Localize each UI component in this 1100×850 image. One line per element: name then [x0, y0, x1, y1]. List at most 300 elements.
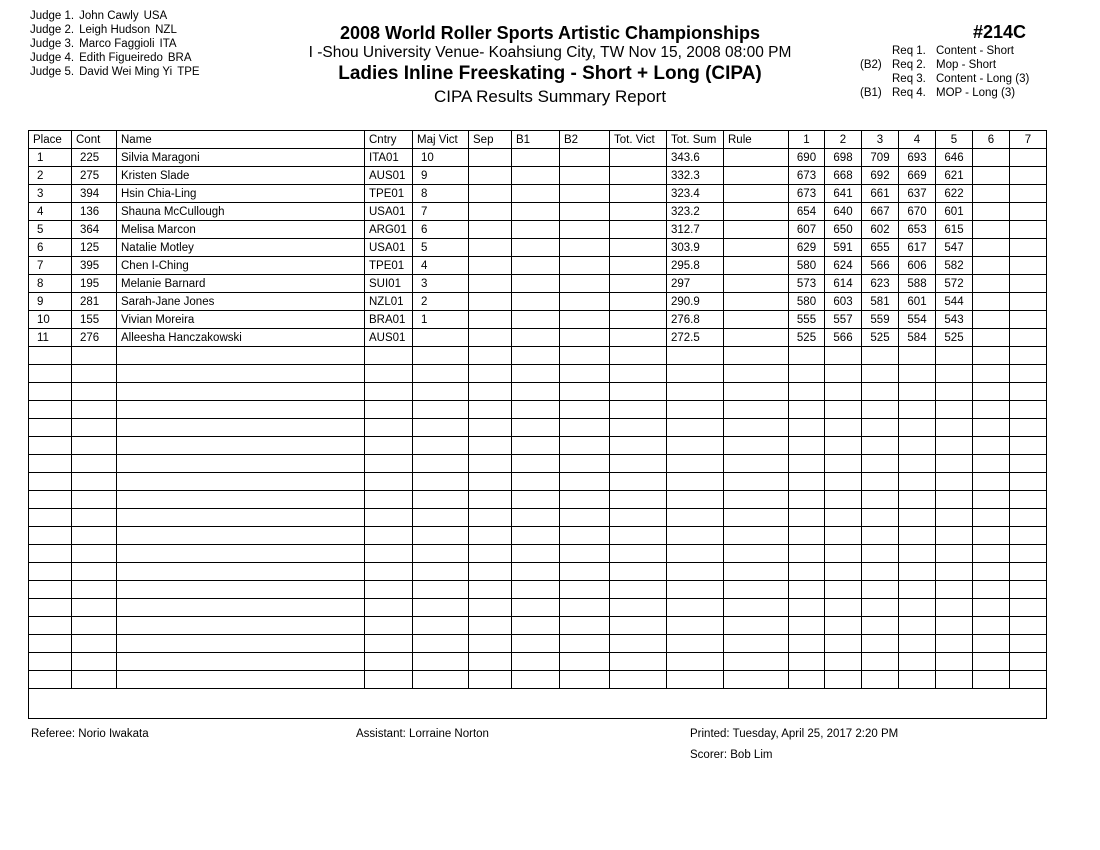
table-cell: [512, 581, 560, 599]
table-cell: [365, 401, 413, 419]
table-cell: [936, 617, 973, 635]
table-cell: [610, 437, 667, 455]
column-header: Maj Vict: [413, 131, 469, 149]
table-cell: [936, 527, 973, 545]
table-cell: [413, 419, 469, 437]
table-cell: 5: [29, 221, 72, 239]
table-cell: [936, 635, 973, 653]
table-cell: [560, 491, 610, 509]
table-cell: [413, 473, 469, 491]
table-cell: [789, 419, 825, 437]
table-cell: [936, 599, 973, 617]
table-cell: [469, 671, 512, 689]
results-table: [28, 130, 1047, 689]
table-cell: [789, 635, 825, 653]
table-cell: [1010, 275, 1047, 293]
judge-name: John Cawly: [79, 10, 139, 22]
table-cell: [610, 185, 667, 203]
table-row: [29, 509, 1047, 527]
table-cell: 6: [29, 239, 72, 257]
table-row: [29, 383, 1047, 401]
column-header: Tot. Sum: [667, 131, 724, 149]
table-cell: [365, 563, 413, 581]
table-cell: [667, 473, 724, 491]
table-cell: NZL01: [365, 293, 413, 311]
table-cell: 297: [667, 275, 724, 293]
table-cell: ARG01: [365, 221, 413, 239]
table-cell: [512, 239, 560, 257]
table-row: [29, 653, 1047, 671]
judge-name: Edith Figueiredo: [79, 52, 163, 64]
table-cell: [825, 653, 862, 671]
table-cell: [899, 347, 936, 365]
requirement-number: Req 1.: [892, 45, 926, 57]
table-cell: [512, 455, 560, 473]
table-cell: [825, 419, 862, 437]
event-number: #214C: [972, 22, 1026, 42]
table-cell: 225: [72, 149, 117, 167]
table-cell: 637: [899, 185, 936, 203]
table-cell: [512, 419, 560, 437]
table-cell: 195: [72, 275, 117, 293]
table-cell: [610, 347, 667, 365]
table-cell: [789, 617, 825, 635]
table-cell: [899, 545, 936, 563]
requirements-list: [860, 44, 1029, 100]
table-cell: [413, 599, 469, 617]
judge-country: BRA: [167, 52, 192, 64]
table-cell: [560, 329, 610, 347]
table-cell: [973, 275, 1010, 293]
table-row: [29, 491, 1047, 509]
table-cell: [512, 275, 560, 293]
column-header: Tot. Vict: [610, 131, 667, 149]
table-cell: [29, 509, 72, 527]
table-row: [29, 347, 1047, 365]
table-row: [29, 203, 1047, 221]
table-cell: Melanie Barnard: [117, 275, 365, 293]
table-cell: [724, 311, 789, 329]
table-cell: [413, 653, 469, 671]
table-cell: [365, 347, 413, 365]
table-cell: [29, 473, 72, 491]
table-cell: [29, 581, 72, 599]
judges-list: [30, 9, 200, 79]
table-cell: 629: [789, 239, 825, 257]
table-cell: [469, 383, 512, 401]
table-cell: [1010, 167, 1047, 185]
table-cell: [117, 509, 365, 527]
table-cell: [899, 635, 936, 653]
table-row: [29, 563, 1047, 581]
table-cell: [973, 383, 1010, 401]
table-cell: [610, 257, 667, 275]
table-cell: SUI01: [365, 275, 413, 293]
table-cell: 343.6: [667, 149, 724, 167]
table-cell: [899, 455, 936, 473]
table-row: [29, 419, 1047, 437]
table-cell: [413, 617, 469, 635]
table-cell: 653: [899, 221, 936, 239]
table-cell: [117, 581, 365, 599]
table-cell: [862, 473, 899, 491]
table-cell: [560, 653, 610, 671]
table-cell: [973, 527, 1010, 545]
table-cell: [936, 671, 973, 689]
table-cell: [512, 401, 560, 419]
table-cell: [862, 545, 899, 563]
table-cell: [560, 437, 610, 455]
table-cell: [413, 365, 469, 383]
event-title: Ladies Inline Freeskating - Short + Long (CIPA): [338, 63, 762, 84]
table-cell: Natalie Motley: [117, 239, 365, 257]
table-cell: [117, 419, 365, 437]
table-cell: [724, 635, 789, 653]
table-cell: [1010, 455, 1047, 473]
table-cell: [825, 347, 862, 365]
table-cell: [724, 545, 789, 563]
table-cell: [365, 437, 413, 455]
table-cell: [117, 671, 365, 689]
table-cell: [825, 671, 862, 689]
table-cell: [1010, 365, 1047, 383]
table-cell: [610, 473, 667, 491]
table-cell: [936, 563, 973, 581]
table-cell: [469, 239, 512, 257]
table-cell: [469, 599, 512, 617]
table-cell: [117, 635, 365, 653]
table-cell: 272.5: [667, 329, 724, 347]
table-cell: 582: [936, 257, 973, 275]
table-cell: [862, 437, 899, 455]
table-cell: 3: [29, 185, 72, 203]
table-cell: 4: [413, 257, 469, 275]
table-cell: [667, 383, 724, 401]
table-cell: [973, 509, 1010, 527]
table-cell: [469, 635, 512, 653]
table-cell: [365, 473, 413, 491]
table-cell: [610, 203, 667, 221]
table-cell: [413, 455, 469, 473]
table-cell: [365, 365, 413, 383]
table-cell: [1010, 401, 1047, 419]
table-cell: [973, 599, 1010, 617]
table-cell: [413, 401, 469, 419]
table-cell: [1010, 545, 1047, 563]
table-cell: 614: [825, 275, 862, 293]
table-cell: 670: [899, 203, 936, 221]
table-cell: [936, 401, 973, 419]
table-cell: [560, 257, 610, 275]
table-cell: [610, 221, 667, 239]
table-cell: 601: [899, 293, 936, 311]
table-cell: [512, 671, 560, 689]
table-cell: [469, 311, 512, 329]
table-cell: [724, 365, 789, 383]
table-cell: [899, 509, 936, 527]
table-cell: 395: [72, 257, 117, 275]
table-cell: [560, 293, 610, 311]
table-cell: [724, 437, 789, 455]
requirement-row: [860, 44, 1029, 58]
table-cell: [862, 671, 899, 689]
table-cell: 623: [862, 275, 899, 293]
table-cell: 580: [789, 257, 825, 275]
table-cell: 624: [825, 257, 862, 275]
table-cell: [973, 545, 1010, 563]
table-cell: USA01: [365, 239, 413, 257]
table-cell: 10: [29, 311, 72, 329]
table-cell: Melisa Marcon: [117, 221, 365, 239]
table-cell: [469, 473, 512, 491]
table-cell: [469, 167, 512, 185]
table-cell: [560, 419, 610, 437]
table-cell: [72, 563, 117, 581]
table-cell: 9: [413, 167, 469, 185]
table-cell: [667, 419, 724, 437]
table-cell: [512, 383, 560, 401]
table-cell: [365, 635, 413, 653]
table-cell: [862, 599, 899, 617]
judge-name: Marco Faggioli: [79, 38, 155, 50]
table-cell: [1010, 149, 1047, 167]
table-cell: 323.2: [667, 203, 724, 221]
table-cell: 602: [862, 221, 899, 239]
table-cell: [610, 527, 667, 545]
table-cell: [413, 509, 469, 527]
table-cell: 615: [936, 221, 973, 239]
table-cell: [936, 455, 973, 473]
table-cell: [469, 185, 512, 203]
table-cell: [862, 491, 899, 509]
table-cell: [512, 563, 560, 581]
table-cell: [117, 545, 365, 563]
table-cell: [899, 437, 936, 455]
table-cell: [667, 563, 724, 581]
table-cell: [789, 401, 825, 419]
requirement-text: Content - Short: [936, 45, 1014, 57]
table-cell: 603: [825, 293, 862, 311]
table-cell: [29, 671, 72, 689]
table-cell: [1010, 581, 1047, 599]
table-cell: [973, 365, 1010, 383]
table-cell: [610, 455, 667, 473]
table-cell: [724, 221, 789, 239]
table-cell: [72, 437, 117, 455]
table-cell: [610, 635, 667, 653]
table-cell: 621: [936, 167, 973, 185]
table-cell: [973, 221, 1010, 239]
table-cell: 655: [862, 239, 899, 257]
table-cell: [724, 563, 789, 581]
table-cell: [862, 509, 899, 527]
championship-title: 2008 World Roller Sports Artistic Championships: [339, 23, 761, 43]
judge-country: NZL: [155, 24, 177, 36]
judge-number: Judge 1.: [30, 10, 75, 22]
table-cell: [789, 365, 825, 383]
table-cell: [117, 365, 365, 383]
table-cell: [724, 455, 789, 473]
table-cell: [1010, 671, 1047, 689]
table-cell: 607: [789, 221, 825, 239]
table-cell: [365, 509, 413, 527]
table-cell: [29, 653, 72, 671]
table-cell: [512, 437, 560, 455]
table-cell: [862, 365, 899, 383]
table-cell: [72, 365, 117, 383]
requirement-row: [860, 86, 1029, 100]
table-cell: [29, 419, 72, 437]
table-cell: 584: [899, 329, 936, 347]
table-cell: [973, 311, 1010, 329]
table-cell: [724, 383, 789, 401]
table-cell: [29, 365, 72, 383]
column-header: B2: [560, 131, 610, 149]
column-header: Cntry: [365, 131, 413, 149]
table-cell: [512, 257, 560, 275]
table-cell: [413, 581, 469, 599]
table-cell: [469, 257, 512, 275]
table-cell: [973, 347, 1010, 365]
table-cell: [29, 563, 72, 581]
table-cell: [365, 545, 413, 563]
table-cell: 295.8: [667, 257, 724, 275]
table-cell: [936, 491, 973, 509]
table-cell: [610, 671, 667, 689]
table-cell: [560, 509, 610, 527]
table-cell: 1: [29, 149, 72, 167]
column-header: Sep: [469, 131, 512, 149]
table-cell: 661: [862, 185, 899, 203]
table-cell: [667, 635, 724, 653]
table-cell: [825, 527, 862, 545]
table-cell: [29, 635, 72, 653]
table-cell: [610, 149, 667, 167]
table-cell: 580: [789, 293, 825, 311]
table-cell: [72, 635, 117, 653]
table-cell: [72, 671, 117, 689]
column-header: 5: [936, 131, 973, 149]
table-cell: 10: [413, 149, 469, 167]
table-cell: [667, 545, 724, 563]
table-cell: [724, 617, 789, 635]
table-cell: [862, 347, 899, 365]
table-cell: [610, 293, 667, 311]
column-header: 6: [973, 131, 1010, 149]
table-row: [29, 221, 1047, 239]
table-cell: [936, 437, 973, 455]
table-cell: 394: [72, 185, 117, 203]
table-cell: [413, 329, 469, 347]
table-cell: 654: [789, 203, 825, 221]
table-cell: [1010, 635, 1047, 653]
table-cell: BRA01: [365, 311, 413, 329]
table-cell: [560, 455, 610, 473]
table-cell: [973, 257, 1010, 275]
table-cell: [413, 437, 469, 455]
table-cell: [667, 581, 724, 599]
table-cell: [724, 275, 789, 293]
table-cell: [72, 347, 117, 365]
table-cell: 3: [413, 275, 469, 293]
assistant-label: Assistant: Lorraine Norton: [356, 728, 489, 740]
table-cell: [560, 167, 610, 185]
table-cell: [512, 599, 560, 617]
table-cell: [29, 401, 72, 419]
table-cell: AUS01: [365, 167, 413, 185]
table-cell: [560, 311, 610, 329]
table-row: [29, 617, 1047, 635]
table-row: [29, 149, 1047, 167]
judge-row: [30, 51, 200, 65]
table-cell: Shauna McCullough: [117, 203, 365, 221]
table-cell: 525: [862, 329, 899, 347]
table-cell: [789, 599, 825, 617]
table-cell: 6: [413, 221, 469, 239]
column-header: B1: [512, 131, 560, 149]
table-cell: Sarah-Jane Jones: [117, 293, 365, 311]
table-cell: [862, 419, 899, 437]
table-row: [29, 635, 1047, 653]
table-cell: [72, 653, 117, 671]
table-cell: [899, 419, 936, 437]
requirement-number: Req 3.: [892, 73, 926, 85]
table-cell: 290.9: [667, 293, 724, 311]
table-cell: [973, 401, 1010, 419]
table-row: [29, 293, 1047, 311]
table-cell: [560, 185, 610, 203]
table-cell: [973, 239, 1010, 257]
table-cell: [973, 329, 1010, 347]
table-cell: [610, 617, 667, 635]
table-cell: [512, 635, 560, 653]
table-cell: [899, 671, 936, 689]
table-cell: 1: [413, 311, 469, 329]
table-cell: [825, 617, 862, 635]
table-cell: [899, 617, 936, 635]
table-cell: [512, 203, 560, 221]
table-cell: [610, 419, 667, 437]
table-cell: [560, 275, 610, 293]
table-cell: [789, 437, 825, 455]
table-cell: [862, 383, 899, 401]
judge-number: Judge 4.: [30, 52, 75, 64]
table-row: [29, 239, 1047, 257]
table-cell: [789, 653, 825, 671]
table-cell: [365, 419, 413, 437]
table-cell: [789, 473, 825, 491]
requirement-number: Req 2.: [892, 59, 926, 71]
table-cell: 136: [72, 203, 117, 221]
table-cell: [413, 545, 469, 563]
table-cell: [1010, 311, 1047, 329]
table-cell: [899, 653, 936, 671]
table-cell: [1010, 437, 1047, 455]
requirement-row: [860, 72, 1029, 86]
table-row: [29, 185, 1047, 203]
table-cell: [1010, 383, 1047, 401]
table-row: [29, 275, 1047, 293]
table-cell: [610, 545, 667, 563]
table-cell: [29, 383, 72, 401]
table-cell: [862, 563, 899, 581]
table-cell: [973, 473, 1010, 491]
table-cell: [936, 347, 973, 365]
table-cell: [1010, 419, 1047, 437]
table-cell: [789, 527, 825, 545]
table-cell: [413, 563, 469, 581]
table-cell: [29, 347, 72, 365]
